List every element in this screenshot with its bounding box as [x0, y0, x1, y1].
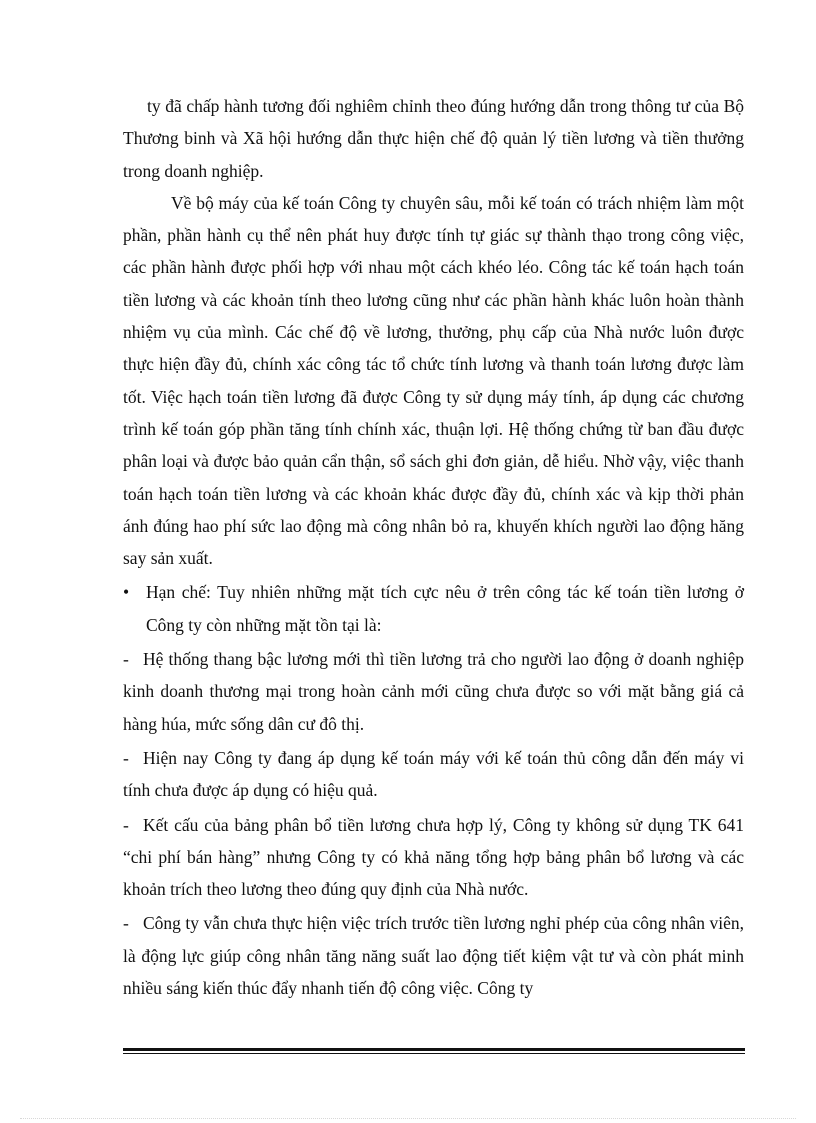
dash-marker: -	[123, 747, 129, 768]
dash-marker: -	[123, 913, 129, 934]
footer-rule-thin	[123, 1053, 745, 1054]
bullet-text: Hạn chế: Tuy nhiên những mặt tích cực nêu ở trên công tác kế toán tiền lương ở Công ty còn những mặt tồn tại là:	[146, 582, 744, 635]
list-item-text: Kết cấu của bảng phân bổ tiền lương chưa hợp lý, Công ty không sử dụng TK 641 “chi phí bán hàng” nhưng Công ty có khả năng tổng hợp bảng phân bổ lương và các khoản trích theo lương theo đúng quy định của Nhà nước.	[123, 814, 744, 900]
bullet-icon: •	[123, 582, 130, 603]
dash-marker: -	[123, 814, 129, 835]
bullet-limitations	[123, 576, 744, 641]
paragraph-continued: ty đã chấp hành tương đối nghiêm chỉnh theo đúng hướng dẫn trong thông tư của Bộ Thương binh và Xã hội hướng dẫn thực hiện chế độ quản lý tiền lương và tiền thưởng trong doanh nghiệp.	[123, 96, 744, 181]
page-content	[123, 90, 744, 1004]
list-item	[123, 742, 744, 807]
list-item	[123, 643, 744, 740]
list-item-text: Công ty vẫn chưa thực hiện việc trích trước tiền lương nghỉ phép của công nhân viên, là động lực giúp công nhân tăng năng suất lao động tiết kiệm vật tư và còn phát minh nhiều sáng kiến thúc đẩy nhanh tiến độ công việc. Công ty	[123, 913, 744, 999]
list-item	[123, 809, 744, 906]
list-item-text: Hiện nay Công ty đang áp dụng kế toán máy với kế toán thủ công dẫn đến máy vi tính chưa được áp dụng có hiệu quả.	[123, 747, 744, 801]
list-item	[123, 907, 744, 1004]
paragraph-accounting-structure: Về bộ máy của kế toán Công ty chuyên sâu, mỗi kế toán có trách nhiệm làm một phần, phần hành cụ thể nên phát huy được tính tự giác sự thành thạo trong công việc, các phần hành được phối hợp với nhau một cách khéo léo. Công tác kế toán hạch toán tiền lương và các khoản tính theo lương cũng như các phần hành khác luôn hoàn thành nhiệm vụ của mình. Các chế độ về lương, thưởng, phụ cấp của Nhà nước luôn được thực hiện đầy đủ, chính xác công tác tổ chức tính lương và thanh toán lương được làm tốt. Việc hạch toán tiền lương đã được Công ty sử dụng máy tính, áp dụng các chương trình kế toán góp phần tăng tính chính xác, thuận lợi. Hệ thống chứng từ ban đầu được phân loại và được bảo quản cẩn thận, sổ sách ghi đơn giản, dễ hiểu. Nhờ vậy, việc thanh toán hạch toán tiền lương và các khoản khác được đầy đủ, chính xác và kịp thời phản ánh đúng hao phí sức lao động mà công nhân bỏ ra, khuyến khích người lao động hăng say sản xuất.	[123, 192, 744, 569]
footer-double-rule	[123, 1048, 745, 1054]
dash-marker: -	[123, 649, 129, 670]
list-item-text: Hệ thống thang bậc lương mới thì tiền lương trả cho người lao động ở doanh nghiệp kinh doanh thương mại trong hoàn cảnh mới cũng chưa được so với mặt bằng giá cả hàng húa, mức sống dân cư đô thị.	[123, 649, 744, 734]
page-bottom-border	[20, 1118, 796, 1119]
